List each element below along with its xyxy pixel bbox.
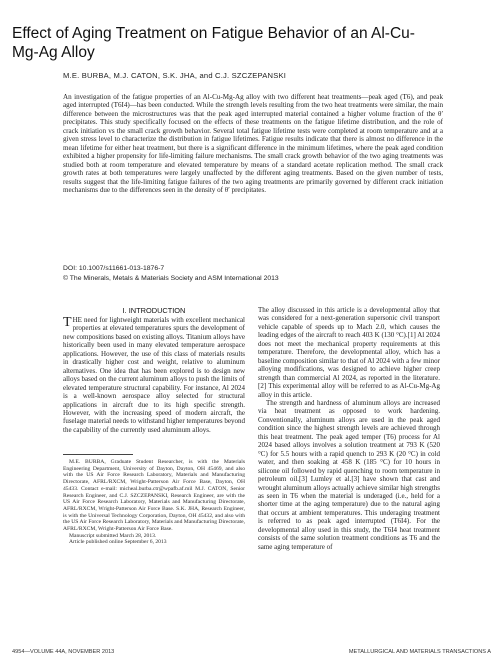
abstract: An investigation of the fatigue properties of an Al-Cu-Mg-Ag alloy with two different heat treatments—peak aged (T6), and peak aged interrupted (T6I4)—has been conducted. While the strength levels resulting from the two heat treatments were similar, the main difference between the microstructures was that the peak aged interrupted material contained a higher volume fraction of the θ′ precipitates. This study specifically focused on the effects of these treatments on the fatigue lifetime distribution, and the role of crack initiation vs the small crack growth behavior. Several total fatigue lifetime tests were completed at room temperature and at a given stress level to characterize the distribution in fatigue lifetimes. Fatigue results indicate that there is almost no difference in the mean lifetime for either heat treatment, but there is a significant difference in the minimum lifetimes, where the peak aged condition exhibited a higher propensity for life-limiting failure mechanisms. The small crack growth behavior of the two aging treatments was studied both at room temperature and elevated temperature by means of a standard acetate replication method. The small crack growth rates at both temperatures were largely unaffected by the different aging treatments. Based on the given number of tests, results suggest that the life-limiting fatigue failures of the two aging treatments are primarily governed by different crack initiation mechanisms due to the differences seen in the density of θ′ precipitates. — [63, 93, 443, 194]
copyright-notice: © The Minerals, Metals & Materials Society and ASM International 2013 — [63, 274, 279, 282]
drop-cap: T — [63, 315, 72, 330]
submission-date: Manuscript submitted March 28, 2013. — [69, 532, 157, 539]
author-list: M.E. BURBA, M.J. CATON, S.K. JHA, and C.J. SZCZEPANSKI — [63, 71, 287, 80]
intro-paragraph-2: The alloy discussed in this article is a developmental alloy that was considered for a next-generation supersonic civil transport vehicle capable of speeds up to Mach 2.0, which causes the leading edges of the aircraft to reach 403 K (130 °C).[1] Al 2024 does not meet the mechanical property requirements at this temperature. Therefore, the developmental alloy, which has a baseline composition similar to that of Al 2024 with a few minor alloying modifications, was designed to achieve higher creep strength than commercial Al 2024, as reported in the literature.[2] This experimental alloy will be referred to as Al-Cu-Mg-Ag alloy in this article. — [258, 306, 440, 399]
publication-date: Article published online September 6, 2013 — [69, 539, 167, 546]
left-column — [63, 316, 245, 434]
section-heading-introduction: I. INTRODUCTION — [122, 306, 186, 315]
page-footer-volume: 4954—VOLUME 44A, NOVEMBER 2013 — [12, 649, 115, 655]
doi-link[interactable]: DOI: 10.1007/s11661-013-1876-7 — [63, 265, 165, 272]
article-title: Effect of Aging Treatment on Fatigue Behavior of an Al-Cu-Mg-Ag Alloy — [12, 25, 415, 61]
page-footer-journal: METALLURGICAL AND MATERIALS TRANSACTIONS A — [348, 649, 491, 655]
doi-block — [63, 264, 443, 283]
footnote-block — [63, 459, 245, 546]
right-column — [258, 306, 440, 551]
intro-paragraph-1 — [63, 316, 245, 434]
intro-paragraph-3: The strength and hardness of aluminum alloys are increased via heat treatment as opposed to work hardening. Conventionally, aluminum alloys are used in the peak aged condition since the highest strength levels are achieved through this heat treatment. The peak aged temper (T6) process for Al 2024 based alloys involves a solution treatment at 793 K (520 °C) for 5.5 hours with a rapid quench to 293 K (20 °C) in cold water, and then soaking at 458 K (185 °C) for 10 hours in silicone oil followed by rapid quenching to room temperature in petroleum oil.[3] Lumley et al.[3] have shown that cast and wrought aluminum alloys actually achieve similar high strengths as seen in T6 when the material is underaged (i.e., held for a shorter time at the aging temperature) due to the natural aging that occurs at ambient temperatures. This underaging treatment is referred to as peak aged interrupted (T6I4). For the developmental alloy used in this study, the T6I4 heat treatment consists of the same solution treatment conditions as T6 and the same aging temperature of — [258, 398, 440, 551]
footnote-divider — [63, 454, 133, 455]
author-affiliations: M.E. BURBA, Graduate Student Researcher, is with the Materials Engineering Department, University of Dayton, Dayton, OH 45469, and also with the US Air Force Research Laboratory, Materials and Manufacturing Directorate, AFRL/RXCM, Wright-Patterson Air Force Base, Dayton, OH 45433. Contact e-mail: micheal.burba.ctr@wpafb.af.mil M.J. CATON, Senior Research Engineer, and C.J. SZCZEPANSKI, Research Engineer, are with the US Air Force Research Laboratory, Materials and Manufacturing Directorate, AFRL/RXCM, Wright-Patterson Air Force Base. S.K. JHA, Research Engineer, is with the Universal Technology Corporation, Dayton, OH 45432, and also with the US Air Force Research Laboratory, Materials and Manufacturing Directorate, AFRL/RXCM, Wright-Patterson Air Force Base. — [63, 459, 245, 533]
intro-paragraph-1-text: HE need for lightweight materials with excellent mechanical properties at elevated temperatures spurs the development of new compositions based on existing alloys. Titanium alloys have historically been used in many elevated temperature aerospace applications. However, the use of this class of materials results in drastically higher cost and weight, relative to aluminum alternatives. One idea that has been explored is to design new alloys based on the current aluminum alloys to push the limits of elevated temperature structural capability. For instance, Al 2024 is a well-known aerospace alloy selected for structural applications in aircraft due to its high specific strength. However, with the increasing speed of modern aircraft, the fuselage material needs to withstand higher temperatures beyond the capability of the currently used aluminum alloys. — [63, 316, 245, 434]
